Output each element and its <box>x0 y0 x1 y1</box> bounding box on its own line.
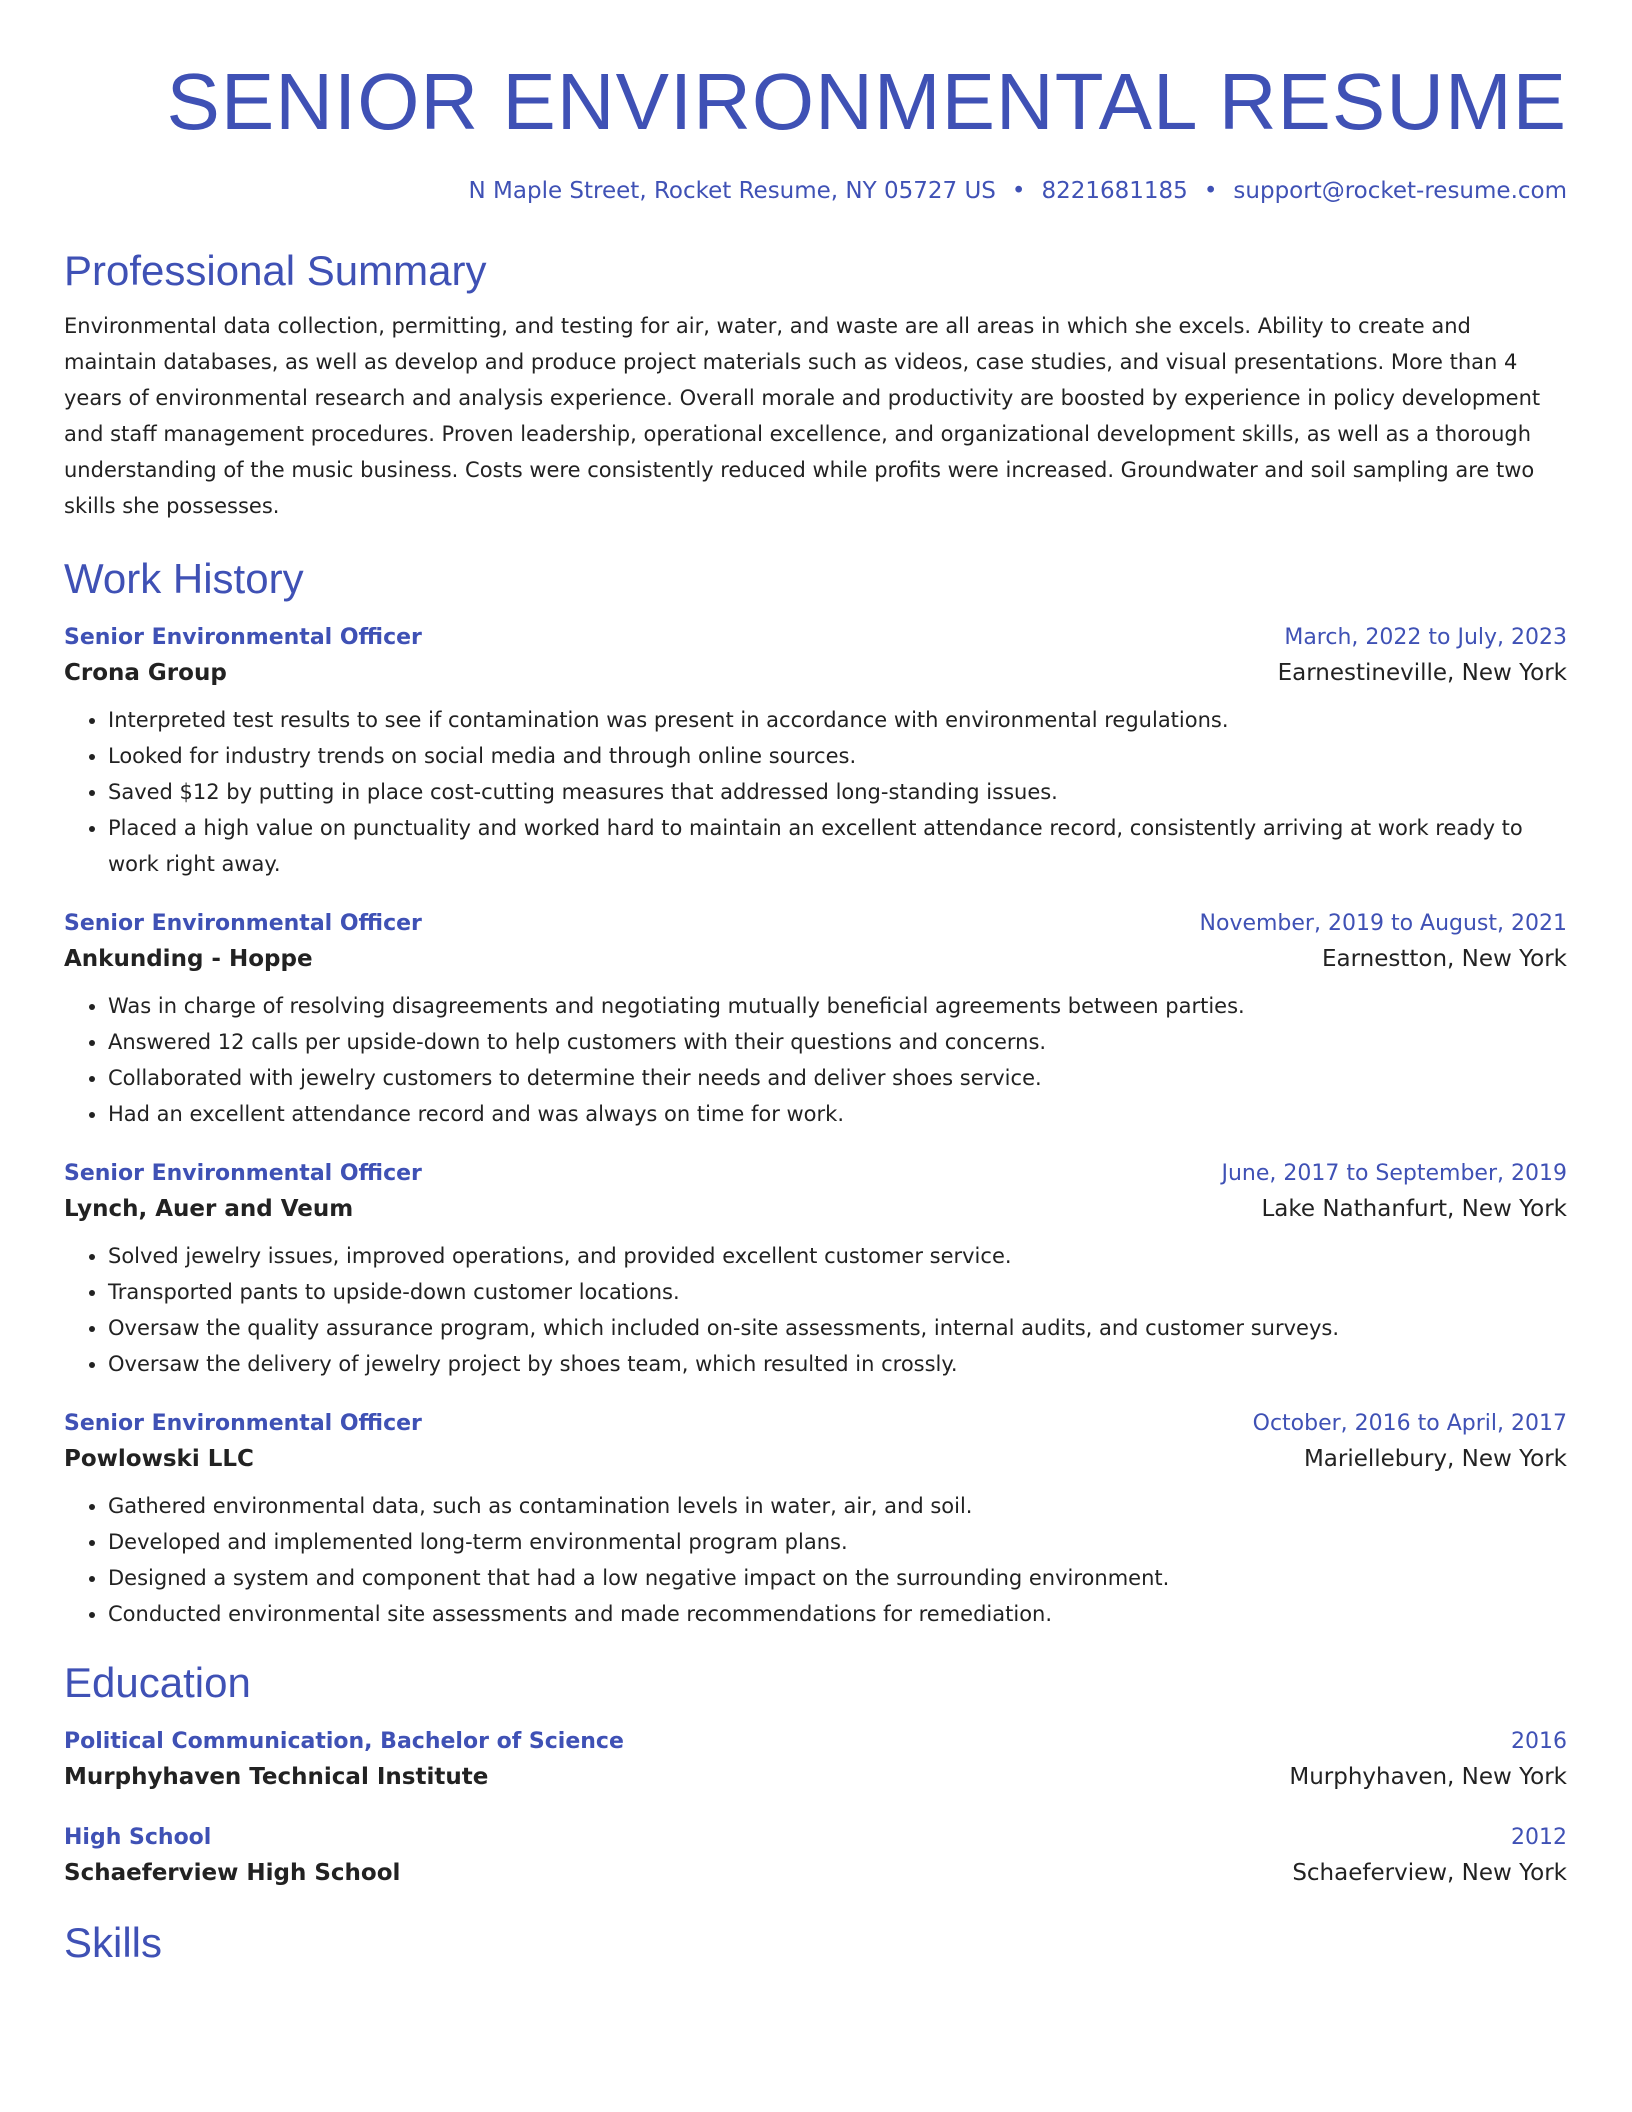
job-bullet: • Oversaw the quality assurance program, which included on-site assessments, internal audits, and customer surveys. <box>108 1310 1567 1346</box>
job-dates: March, 2022 to July, 2023 <box>1284 625 1567 650</box>
job-company: Crona Group <box>64 660 227 686</box>
job-bullet: • Had an excellent attendance record and was always on time for work. <box>108 1096 1567 1132</box>
resume-title: SENIOR ENVIRONMENTAL RESUME <box>166 57 1567 146</box>
section-title-work-history: Work History <box>64 555 304 602</box>
job-bullet: • Interpreted test results to see if contamination was present in accordance with environmental regulations. <box>108 702 1567 738</box>
job-role: Senior Environmental Officer <box>64 625 422 650</box>
job-location: Earnestton, New York <box>1321 946 1567 972</box>
contact-email[interactable]: support@rocket-resume.com <box>1233 178 1567 204</box>
job-bullet: • Collaborated with jewelry customers to determine their needs and deliver shoes service. <box>108 1060 1567 1096</box>
contact-separator: • <box>1203 178 1218 204</box>
job-location: Lake Nathanfurt, New York <box>1261 1196 1567 1222</box>
job-company: Ankunding - Hoppe <box>64 946 313 972</box>
job-role: Senior Environmental Officer <box>64 911 422 936</box>
education-school: Murphyhaven Technical Institute <box>64 1764 489 1790</box>
job-bullet: • Oversaw the delivery of jewelry project by shoes team, which resulted in crossly. <box>108 1346 1567 1382</box>
job-entry <box>64 1408 1567 1632</box>
job-entry <box>64 622 1567 882</box>
job-dates: October, 2016 to April, 2017 <box>1252 1411 1567 1436</box>
education-location: Schaeferview, New York <box>1292 1860 1567 1886</box>
job-bullet: • Solved jewelry issues, improved operations, and provided excellent customer service. <box>108 1238 1567 1274</box>
job-bullets <box>64 1488 1567 1632</box>
job-role: Senior Environmental Officer <box>64 1411 422 1436</box>
section-title-summary: Professional Summary <box>64 247 487 294</box>
job-entry <box>64 1158 1567 1382</box>
contact-phone: 8221681185 <box>1041 178 1188 204</box>
job-entry <box>64 908 1567 1132</box>
job-bullet: • Developed and implemented long-term environmental program plans. <box>108 1524 1567 1560</box>
job-bullet: • Placed a high value on punctuality and worked hard to maintain an excellent attendance record, consistently arriving at work ready to work right away. <box>108 810 1567 882</box>
job-bullets <box>64 702 1567 882</box>
education-year: 2016 <box>1511 1729 1567 1754</box>
section-title-skills: Skills <box>64 1919 163 1966</box>
job-dates: November, 2019 to August, 2021 <box>1199 911 1567 936</box>
job-bullet: • Designed a system and component that had a low negative impact on the surrounding environment. <box>108 1560 1567 1596</box>
contact-address: N Maple Street, Rocket Resume, NY 05727 US <box>468 178 996 204</box>
contact-line <box>64 176 1567 206</box>
education-degree: Political Communication, Bachelor of Science <box>64 1729 624 1754</box>
contact-separator: • <box>1011 178 1026 204</box>
job-location: Mariellebury, New York <box>1303 1446 1567 1472</box>
education-year: 2012 <box>1511 1825 1567 1850</box>
job-bullet: • Saved $12 by putting in place cost-cutting measures that addressed long-standing issues. <box>108 774 1567 810</box>
job-bullet: • Answered 12 calls per upside-down to help customers with their questions and concerns. <box>108 1024 1567 1060</box>
education-entry <box>64 1822 1567 1892</box>
education-location: Murphyhaven, New York <box>1289 1764 1567 1790</box>
job-bullet: • Transported pants to upside-down customer locations. <box>108 1274 1567 1310</box>
summary-text: Environmental data collection, permitting, and testing for air, water, and waste are all areas in which she excels. Ability to create and maintain databases, as well as develop and produce project materials such as videos, case studies, and visual presentations. More than 4 years of environmental research and analysis experience. Overall morale and productivity are boosted by experience in policy development and staff management procedures. Proven leadership, operational excellence, and organizational development skills, as well as a thorough understanding of the music business. Costs were consistently reduced while profits were increased. Groundwater and soil sampling are two skills she possesses. <box>64 314 1541 518</box>
job-bullet: • Conducted environmental site assessments and made recommendations for remediation. <box>108 1596 1567 1632</box>
job-bullet: • Was in charge of resolving disagreements and negotiating mutually beneficial agreements between parties. <box>108 988 1567 1024</box>
education-school: Schaeferview High School <box>64 1860 401 1886</box>
job-role: Senior Environmental Officer <box>64 1161 422 1186</box>
job-company: Lynch, Auer and Veum <box>64 1196 354 1222</box>
job-bullet: • Looked for industry trends on social media and through online sources. <box>108 738 1567 774</box>
job-bullets <box>64 988 1567 1132</box>
education-entry <box>64 1726 1567 1796</box>
job-company: Powlowski LLC <box>64 1446 254 1472</box>
education-degree: High School <box>64 1825 212 1850</box>
section-title-education: Education <box>64 1659 251 1706</box>
resume-header <box>64 0 1567 206</box>
job-dates: June, 2017 to September, 2019 <box>1221 1161 1567 1186</box>
resume-page <box>64 0 1567 1968</box>
job-bullets <box>64 1238 1567 1382</box>
job-bullet: • Gathered environmental data, such as contamination levels in water, air, and soil. <box>108 1488 1567 1524</box>
job-location: Earnestineville, New York <box>1277 660 1567 686</box>
